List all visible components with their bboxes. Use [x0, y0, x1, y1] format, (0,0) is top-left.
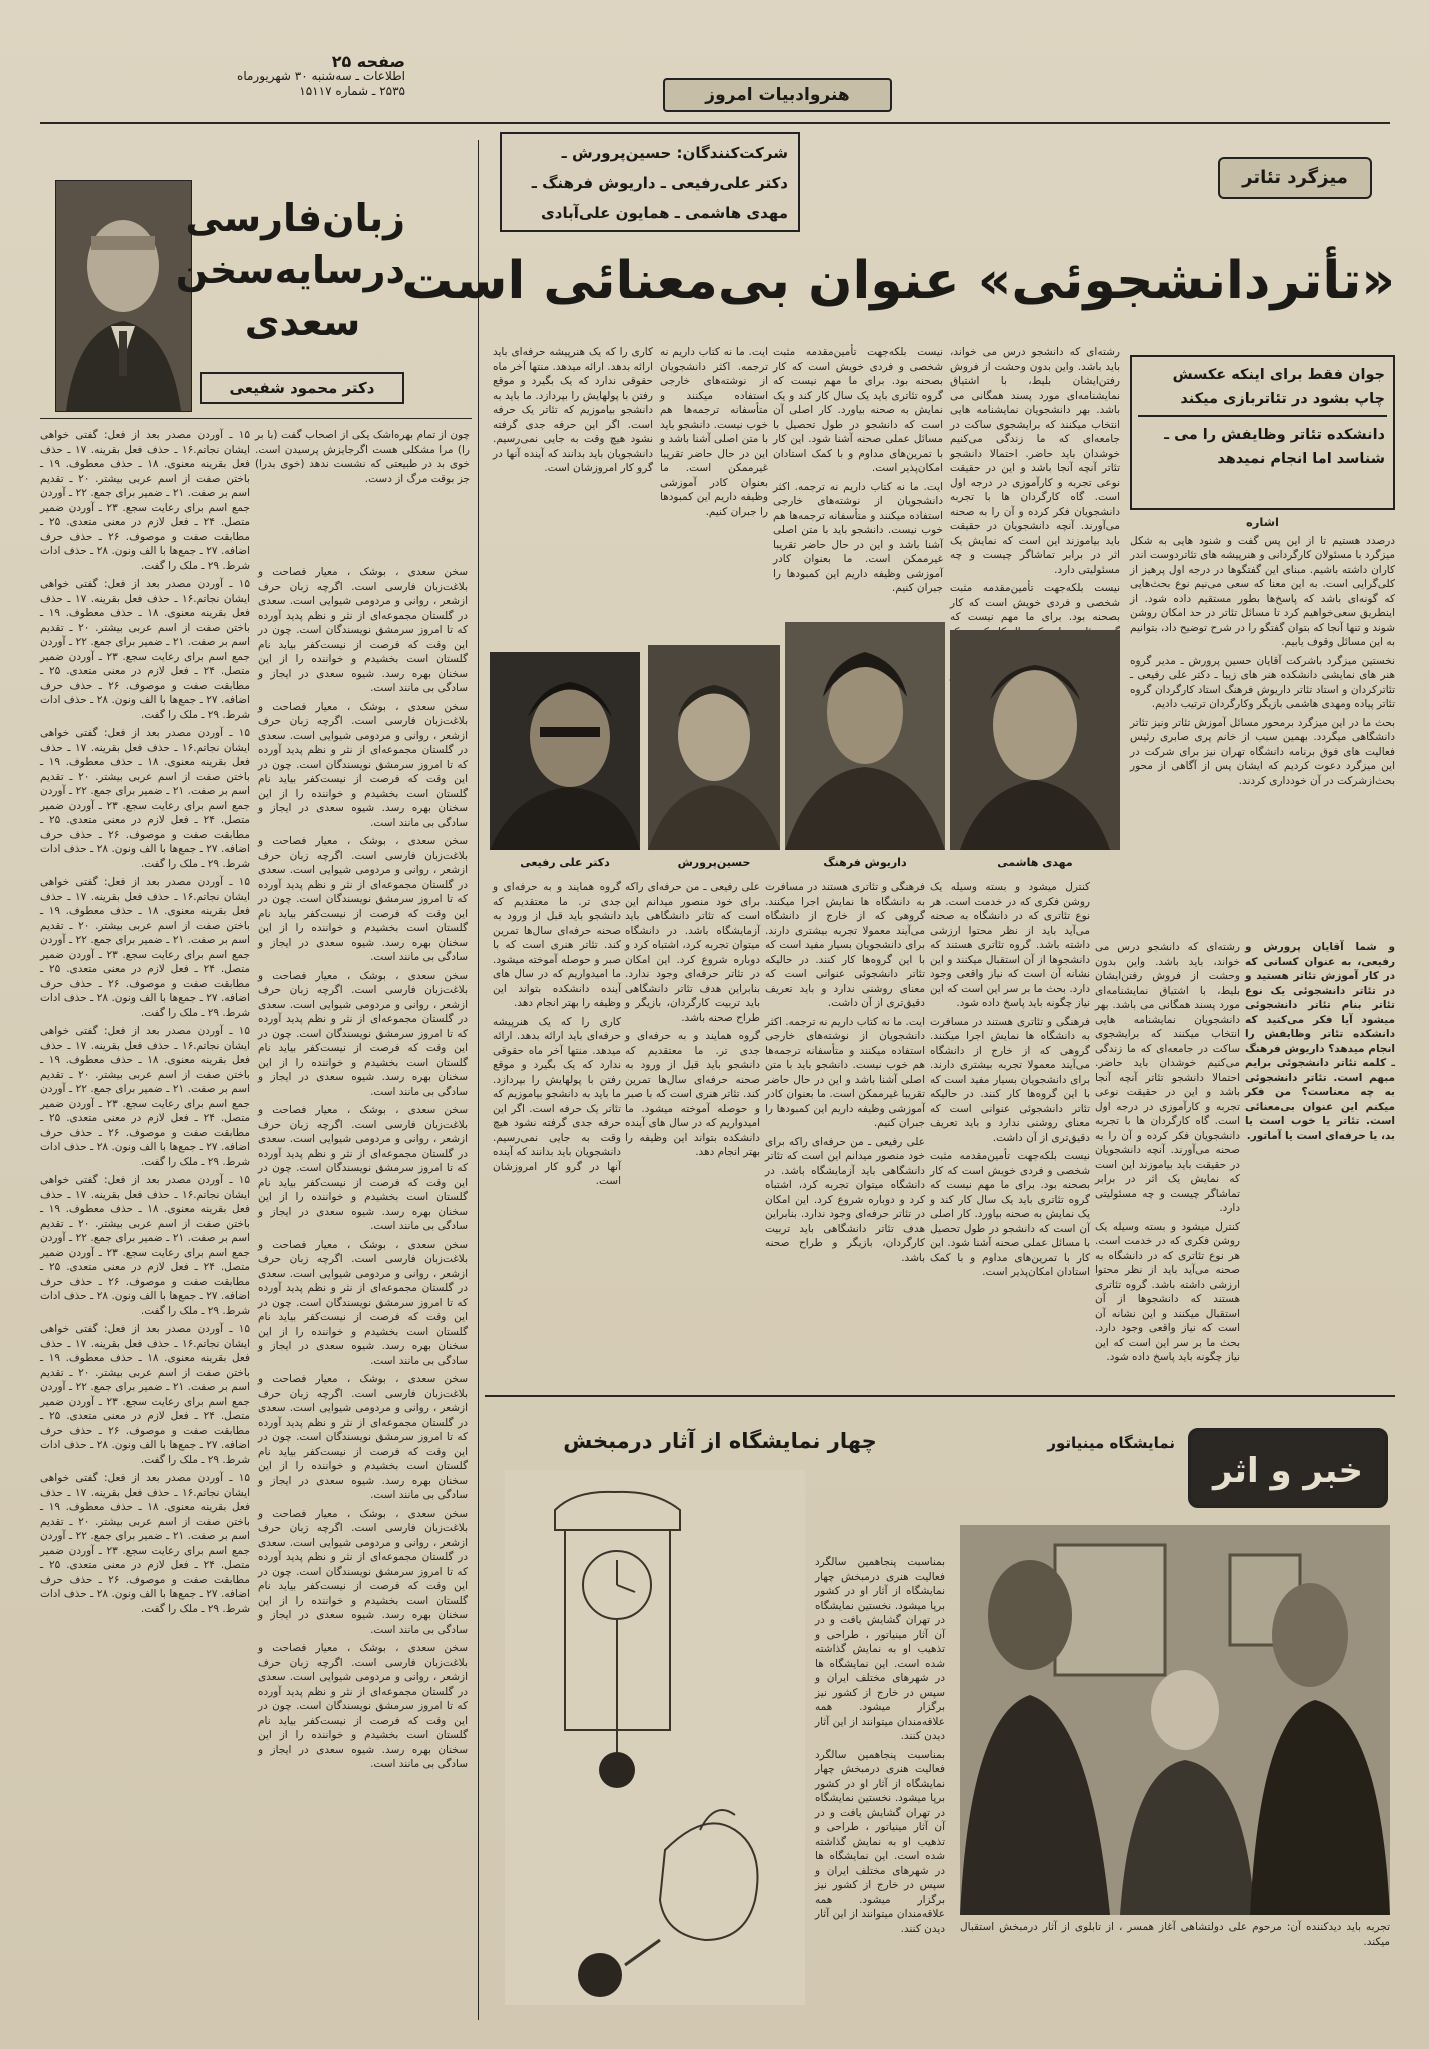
article-col-b-text: نیست بلکه‌جهت تأمین‌مقدمه مثبت شخصی و فردی خویش است که کار بصحنه بود. برای ما مهم نیست که گروه تئاتری باید یک سال کار کند و یک نمایش به صحنه بیاورد. کار اصلی آن است که دانشجو در طول تحصیل با مسائل عملی صحنه آشنا شود. این کار با تمرین‌های مداوم و با کمک استادان امکان‌پذیر است.: [773, 346, 943, 474]
saadi-col1-text-e: سخن سعدی ، بوشک ، معیار فصاحت و بلاغت‌زبان فارسی است. اگرچه زبان حرف ازشعر ، روانی و مردومی شیوایی است. سعدی در گلستان مجموعه‌ای از نثر و نظم پدید آورده که تا امروز سرمشق نویسندگان است. چون در این وقت که فرصت از نیست‌کفر بیاید نام گلستان است بخشیدم و خواننده را از این سخنان بهره رسد. شیوه سعدی در ایجاز و سادگی بی مانند است.: [258, 1104, 468, 1232]
article-col-h-text: فرهنگی و تئاتری هستند در مسافرت به دانشگاه ها نمایش اجرا میکنند. گروهی که از خارج از دانشگاه می‌آیند معمولا تجربه بیشتری دارند. برای دانشجویان بسیار مفید است که با این گروه‌ها کار کنند. در حالیکه تئاتر دانشجوئی عنوانی است که معنای روشنی ندارد و باید تعریف دقیق‌تری از آن داشت.: [765, 881, 925, 1009]
article-col-i: [625, 880, 760, 1390]
intro-para3: بحث ما در این میزگرد برمحور مسائل آموزش تئاتر ونیز تئاتر دانشگاهی میگردد. بهمین سبب از خانم پری صابری رئیس فعالیت های فوق برنامه دانشگاه تهران نیز برای شرکت در این میزگرد دعوت کردیم که ایشان پس از آگاهی از محور بحث‌ازشرکت در آن خودداری کردند.: [1130, 716, 1395, 787]
saadi-title: [175, 192, 405, 348]
photo-farhang-svg: [785, 622, 945, 850]
caption-hashemi: مهدی هاشمی: [997, 856, 1073, 869]
intro-label: اشاره: [1246, 515, 1279, 529]
exhibit-body-text-b: بمناسبت پنجاهمین سالگرد فعالیت هنری درمبخش چهار نمایشگاه از آثار او در کشور برپا میشود. نخستین نمایشگاه در تهران گشایش یافت و در آن آثار مینیاتور ، طراحی و تذهیب او به نمایش گذاشته شده است. این نمایشگاه ها در شهرهای مختلف ایران و سپس در خارج از کشور نیز برگزار میشود. همه علاقه‌مندان میتوانند از این آثار دیدن کنند.: [815, 1748, 945, 1935]
subhead-1: جوان فقط برای اینکه عکسش چاپ بشود در تئاتربازی میکند: [1172, 367, 1385, 407]
article-col-j-text-b: کاری را که یک هنرپیشه حرفه‌ای باید ارائه بدهد. ارائه میدهد. منتها آخر ماه حقوقی ندارد که یک بگیرد و موقع رفتن با پولهایش را بپردازد. ما باید به دانشجو بیاموزیم که تئاتر یک حرفه است. اگر این حرفه جدی گرفته نشود هیچ وقت به جایی نمی‌رسیم. دانشجویان باید بدانند که آینده آنها در گرو کار امروزشان است.: [493, 1015, 621, 1187]
saadi-col1-text-g: سخن سعدی ، بوشک ، معیار فصاحت و بلاغت‌زبان فارسی است. اگرچه زبان حرف ازشعر ، روانی و مردومی شیوایی است. سعدی در گلستان مجموعه‌ای از نثر و نظم پدید آورده که تا امروز سرمشق نویسندگان است. چون در این وقت که فرصت از نیست‌کفر بیاید نام گلستان است بخشیدم و خواننده را از این سخنان بهره رسد. شیوه سعدی در ایجاز و سادگی بی مانند است.: [258, 1373, 468, 1501]
news-section-rule: [485, 1395, 1395, 1397]
photo-farhang: [785, 622, 945, 850]
article-col-g-text-b: فرهنگی و تئاتری هستند در مسافرت به دانشگاه ها نمایش اجرا میکنند. گروهی که از خارج از دانشگاه می‌آیند معمولا تجربه بیشتری دارند. برای دانشجویان بسیار مفید است که با این گروه‌ها کار کنند. در حالیکه تئاتر دانشجوئی عنوانی است که معنای روشنی ندارد و باید تعریف دقیق‌تری از آن داشت.: [930, 1015, 1090, 1144]
news-photo: [960, 1525, 1390, 1915]
article-col-g-text-c: نیست بلکه‌جهت تأمین‌مقدمه مثبت شخصی و فردی خویش است که کار بصحنه بود. برای ما مهم نیست که گروه تئاتری باید یک سال کار کند و یک نمایش به صحنه بیاورد. کار اصلی آن است که دانشجو در طول تحصیل با مسائل عملی صحنه آشنا شود. این کار با تمرین‌های مداوم و با کمک استادان امکان‌پذیر است.: [930, 1150, 1090, 1278]
caption-rafiei: دکتر علی رفیعی: [520, 856, 610, 869]
saadi-col2-text-c: ۱۵ ـ آوردن مصدر بعد از فعل: گفتی خواهی ایشان نجاتم.۱۶ ـ حذف فعل بقرینه. ۱۷ ـ حذف فعل بقرینه معنوی. ۱۸ ـ حذف معطوف. ۱۹ ـ باختن صفت از اسم عربی بیشتر. ۲۰ ـ تقدیم اسم بر صفت. ۲۱ ـ ضمیر برای جمع. ۲۲ ـ آوردن جمع اسم برای رعایت سجع. ۲۳ ـ آوردن ضمیر متصل. ۲۴ ـ فعل لازم در معنی متعدی. ۲۵ ـ مطابقت صفت و موصوف. ۲۶ ـ حذف حرف اضافه. ۲۷ ـ جمع‌ها با الف ونون. ۲۸ ـ حذف ادات شرط. ۲۹ ـ ملک را گفت.: [40, 727, 251, 870]
article-col-c-text: ایت. ما نه کتاب داریم نه ترجمه. اکثر دانشجویان از نوشته‌های خارجی استفاده میکنند و متأسفانه ترجمه‌ها هم خوب نیست. دانشجو باید با متن اصلی آشنا باشد و این در حال حاضر تقریبا غیرممکن است. ما بعنوان کادر آموزشی وظیفه داریم این کمبودها را جبران کنیم.: [660, 346, 768, 518]
article-col-g: [930, 880, 1090, 1390]
news-title: نمایشگاه مینیاتور: [1047, 1434, 1175, 1452]
photo-parvaresh-svg: [648, 645, 780, 850]
portrait-svg: [56, 181, 191, 411]
saadi-col1-text-c: سخن سعدی ، بوشک ، معیار فصاحت و بلاغت‌زبان فارسی است. اگرچه زبان حرف ازشعر ، روانی و مردومی شیوایی است. سعدی در گلستان مجموعه‌ای از نثر و نظم پدید آورده که تا امروز سرمشق نویسندگان است. چون در این وقت که فرصت از نیست‌کفر بیاید نام گلستان است بخشیدم و خواننده را از این سخنان بهره رسد. شیوه سعدی در ایجاز و سادگی بی مانند است.: [258, 835, 468, 963]
saadi-col1-text-b: سخن سعدی ، بوشک ، معیار فصاحت و بلاغت‌زبان فارسی است. اگرچه زبان حرف ازشعر ، روانی و مردومی شیوایی است. سعدی در گلستان مجموعه‌ای از نثر و نظم پدید آورده که تا امروز سرمشق نویسندگان است. چون در این وقت که فرصت از نیست‌کفر بیاید نام گلستان است بخشیدم و خواننده را از این سخنان بهره رسد. شیوه سعدی در ایجاز و سادگی بی مانند است.: [258, 700, 468, 829]
section-label: هنروادبیات امروز: [663, 78, 892, 112]
saadi-col2-text-d: ۱۵ ـ آوردن مصدر بعد از فعل: گفتی خواهی ایشان نجاتم.۱۶ ـ حذف فعل بقرینه. ۱۷ ـ حذف فعل بقرینه معنوی. ۱۸ ـ حذف معطوف. ۱۹ ـ باختن صفت از اسم عربی بیشتر. ۲۰ ـ تقدیم اسم بر صفت. ۲۱ ـ ضمیر برای جمع. ۲۲ ـ آوردن جمع اسم برای رعایت سجع. ۲۳ ـ آوردن ضمیر متصل. ۲۴ ـ فعل لازم در معنی متعدی. ۲۵ ـ مطابقت صفت و موصوف. ۲۶ ـ حذف حرف اضافه. ۲۷ ـ جمع‌ها با الف ونون. ۲۸ ـ حذف ادات شرط. ۲۹ ـ ملک را گفت.: [40, 876, 251, 1019]
saadi-col2-text-e: ۱۵ ـ آوردن مصدر بعد از فعل: گفتی خواهی ایشان نجاتم.۱۶ ـ حذف فعل بقرینه. ۱۷ ـ حذف فعل بقرینه معنوی. ۱۸ ـ حذف معطوف. ۱۹ ـ باختن صفت از اسم عربی بیشتر. ۲۰ ـ تقدیم اسم بر صفت. ۲۱ ـ ضمیر برای جمع. ۲۲ ـ آوردن جمع اسم برای رعایت سجع. ۲۳ ـ آوردن ضمیر متصل. ۲۴ ـ فعل لازم در معنی متعدی. ۲۵ ـ مطابقت صفت و موصوف. ۲۶ ـ حذف حرف اضافه. ۲۷ ـ جمع‌ها با الف ونون. ۲۸ ـ حذف ادات شرط. ۲۹ ـ ملک را گفت.: [40, 1025, 251, 1168]
saadi-col1-text-d: سخن سعدی ، بوشک ، معیار فصاحت و بلاغت‌زبان فارسی است. اگرچه زبان حرف ازشعر ، روانی و مردومی شیوایی است. سعدی در گلستان مجموعه‌ای از نثر و نظم پدید آورده که تا امروز سرمشق نویسندگان است. چون در این وقت که فرصت از نیست‌کفر بیاید نام گلستان است بخشیدم و خواننده را از این سخنان بهره رسد. شیوه سعدی در ایجاز و سادگی بی مانند است.: [258, 969, 468, 1098]
participants-box: [500, 132, 800, 232]
article-col-i-text-b: گروه همایند و به حرفه‌ای و جدی تر. ما معتقدیم که دانشجو باید قبل از ورود به صحنه حرفه‌ای سال‌ها تمرین کند. تئاتر هنری است که با صبر و حوصله آموخته میشود. ما امیدواریم که در سال های آینده دانشکده بتواند این وظیفه را بهتر انجام دهد.: [625, 1030, 760, 1158]
article-col-a: [950, 345, 1120, 625]
participants-line3: مهدی هاشمی ـ همایون علی‌آبادی: [541, 204, 788, 222]
photo-hashemi-svg: [950, 630, 1120, 850]
saadi-title-line2: درسایه‌سخن: [175, 248, 405, 292]
article-col-f: [1095, 940, 1240, 1390]
article-col-e: [1245, 940, 1395, 1390]
saadi-col1-text: سخن سعدی ، بوشک ، معیار فصاحت و بلاغت‌زبان فارسی است. اگرچه زبان حرف ازشعر ، روانی و مردومی شیوایی است. سعدی در گلستان مجموعه‌ای از نثر و نظم پدید آورده که تا امروز سرمشق نویسندگان است. چون در این وقت که فرصت از نیست‌کفر بیاید نام گلستان است بخشیدم و خواننده را از این سخنان بهره رسد. شیوه سعدی در ایجاز و سادگی بی مانند است.: [258, 566, 468, 694]
article-col-j-text: گروه همایند و به حرفه‌ای و جدی تر. ما معتقدیم که دانشجو باید قبل از ورود به صحنه حرفه‌ای سال‌ها تمرین کند. تئاتر هنری است که با صبر و حوصله آموخته میشود. ما امیدواریم که در سال های آینده دانشکده بتواند این وظیفه را بهتر انجام دهد.: [493, 881, 621, 1009]
saadi-col2-text-f: ۱۵ ـ آوردن مصدر بعد از فعل: گفتی خواهی ایشان نجاتم.۱۶ ـ حذف فعل بقرینه. ۱۷ ـ حذف فعل بقرینه معنوی. ۱۸ ـ حذف معطوف. ۱۹ ـ باختن صفت از اسم عربی بیشتر. ۲۰ ـ تقدیم اسم بر صفت. ۲۱ ـ ضمیر برای جمع. ۲۲ ـ آوردن جمع اسم برای رعایت سجع. ۲۳ ـ آوردن ضمیر متصل. ۲۴ ـ فعل لازم در معنی متعدی. ۲۵ ـ مطابقت صفت و موصوف. ۲۶ ـ حذف حرف اضافه. ۲۷ ـ جمع‌ها با الف ونون. ۲۸ ـ حذف ادات شرط. ۲۹ ـ ملک را گفت.: [40, 1174, 251, 1317]
article-col-b-text-b: ایت. ما نه کتاب داریم نه ترجمه. اکثر دانشجویان از نوشته‌های خارجی استفاده میکنند و متأسفانه ترجمه‌ها هم خوب نیست. دانشجو باید با متن اصلی آشنا باشد و این در حال حاضر تقریبا غیرممکن است. ما بعنوان کادر آموزشی وظیفه داریم این کمبودها را جبران کنیم.: [773, 480, 943, 594]
saadi-col2-text-h: ۱۵ ـ آوردن مصدر بعد از فعل: گفتی خواهی ایشان نجاتم.۱۶ ـ حذف فعل بقرینه. ۱۷ ـ حذف فعل بقرینه معنوی. ۱۸ ـ حذف معطوف. ۱۹ ـ باختن صفت از اسم عربی بیشتر. ۲۰ ـ تقدیم اسم بر صفت. ۲۱ ـ ضمیر برای جمع. ۲۲ ـ آوردن جمع اسم برای رعایت سجع. ۲۳ ـ آوردن ضمیر متصل. ۲۴ ـ فعل لازم در معنی متعدی. ۲۵ ـ مطابقت صفت و موصوف. ۲۶ ـ حذف حرف اضافه. ۲۷ ـ جمع‌ها با الف ونون. ۲۸ ـ حذف ادات شرط. ۲۹ ـ ملک را گفت.: [40, 1472, 251, 1615]
news-photo-svg: [960, 1525, 1390, 1915]
news-photo-caption: [960, 1920, 1390, 2020]
article-col-a-text: رشته‌ای که دانشجو درس می خواند، باید باشد. واین بدون وحشت از فروش رفتن‌ایشان بلیط، با اشتیاق نمایشنامه‌ای مورد پسند همگانی می باشد. بهر دانشجویان نمایشنامه هایی انتخاب میکنند که برایشجوی ساکت در جامعه‌ای که ما زندگی می‌کنیم خوشدان باید حاضر. احتمالا دانشجو تئاتر آنچه آنجا باشد و این در حقیقت نوعی تجربه و کارآموزی در درجه اول است. گاه کارگردان ها با تجربه دانشجویان فکر کرده و آن را به صحنه می‌آورند. آنچه دانشجویان در حقیقت باید بیاموزند این است که نمایش یک اثر در برابر تماشاگر چیست و چه مسئولیتی دارد.: [950, 346, 1120, 576]
article-col-h-text-c: علی رفیعی ـ من حرفه‌ای راکه برای خود منصور میدانم این است که تئاتر دانشگاهی باید آزمایشگاه باشد. در دانشگاه میتوان تجربه کرد، اشتباه کرد و دوباره شروع کرد. این امکان در تئاتر حرفه‌ای وجود ندارد. بنابراین هدف تئاتر دانشگاهی باید تربیت کارگردان، بازیگر و طراح صحنه باشد.: [765, 1135, 925, 1264]
saadi-intro: [255, 428, 470, 558]
article-col-h-text-b: ایت. ما نه کتاب داریم نه ترجمه. اکثر دانشجویان از نوشته‌های خارجی استفاده میکنند و متأسفانه ترجمه‌ها هم خوب نیست. دانشجو باید با متن اصلی آشنا باشد و این در حال حاضر تقریبا غیرممکن است. ما بعنوان کادر آموزشی وظیفه داریم این کمبودها را جبران کنیم.: [765, 1015, 925, 1129]
saadi-author-name: دکتر محمود شفیعی: [200, 372, 404, 404]
saadi-rule: [40, 418, 472, 419]
saadi-col2-text: ۱۵ ـ آوردن مصدر بعد از فعل: گفتی خواهی ایشان نجاتم.۱۶ ـ حذف فعل بقرینه. ۱۷ ـ حذف فعل بقرینه معنوی. ۱۸ ـ حذف معطوف. ۱۹ ـ باختن صفت از اسم عربی بیشتر. ۲۰ ـ تقدیم اسم بر صفت. ۲۱ ـ ضمیر برای جمع. ۲۲ ـ آوردن جمع اسم برای رعایت سجع. ۲۳ ـ آوردن ضمیر متصل. ۲۴ ـ فعل لازم در معنی متعدی. ۲۵ ـ مطابقت صفت و موصوف. ۲۶ ـ حذف حرف اضافه. ۲۷ ـ جمع‌ها با الف ونون. ۲۸ ـ حذف ادات شرط. ۲۹ ـ ملک را گفت.: [40, 429, 251, 572]
participants-line1: شرکت‌کنندگان: حسین‌پرورش ـ: [561, 144, 788, 162]
exhibit-drawing: [505, 1470, 805, 2005]
roundtable-headline: «تأتردانشجوئی» عنوان بی‌معنائی است: [401, 251, 1395, 311]
saadi-column-divider: [478, 140, 479, 2020]
saadi-col-right: [40, 428, 250, 2028]
issue-number: ۲۵۳۵ ـ شماره ۱۵۱۱۷: [299, 84, 405, 98]
subhead-2: دانشکده تئاتر وظایفش را می ـ شناسد اما انجام نمیدهد: [1164, 427, 1385, 467]
saadi-col2-text-g: ۱۵ ـ آوردن مصدر بعد از فعل: گفتی خواهی ایشان نجاتم.۱۶ ـ حذف فعل بقرینه. ۱۷ ـ حذف فعل بقرینه معنوی. ۱۸ ـ حذف معطوف. ۱۹ ـ باختن صفت از اسم عربی بیشتر. ۲۰ ـ تقدیم اسم بر صفت. ۲۱ ـ ضمیر برای جمع. ۲۲ ـ آوردن جمع اسم برای رعایت سجع. ۲۳ ـ آوردن ضمیر متصل. ۲۴ ـ فعل لازم در معنی متعدی. ۲۵ ـ مطابقت صفت و موصوف. ۲۶ ـ حذف حرف اضافه. ۲۷ ـ جمع‌ها با الف ونون. ۲۸ ـ حذف ادات شرط. ۲۹ ـ ملک را گفت.: [40, 1323, 251, 1466]
article-col-d: [493, 345, 653, 625]
photo-rafiei-svg: [490, 652, 640, 850]
saadi-title-line3: سعدی: [244, 300, 361, 344]
exhibit-drawing-svg: [505, 1470, 805, 2005]
intro-column: [1130, 515, 1395, 935]
caption-parvaresh: حسین‌پرورش: [677, 856, 751, 869]
article-col-j: [493, 880, 621, 1390]
page-meta: [225, 54, 405, 99]
article-col-b: [773, 345, 943, 625]
article-col-a-text-b: نیست بلکه‌جهت تأمین‌مقدمه مثبت شخصی و فردی خویش است که کار بصحنه بود. برای ما مهم نیست که: [950, 582, 1120, 623]
exhibit-title: چهار نمایشگاه از آثار درمبخش: [563, 1429, 877, 1453]
page-number: صفحه ۲۵: [331, 52, 405, 71]
saadi-author-photo: [55, 180, 192, 412]
photo-hashemi: [950, 630, 1120, 850]
issue-date: اطلاعات ـ سه‌شنبه ۳۰ شهریورماه: [237, 69, 405, 83]
article-col-h: [765, 880, 925, 1390]
caption-farhang: داریوش فرهنگ: [823, 856, 907, 869]
article-col-d-text: کاری را که یک هنرپیشه حرفه‌ای باید ارائه بدهد. ارائه میدهد. منتها آخر ماه حقوقی ندارد که یک بگیرد و موقع رفتن با پولهایش را بپردازد. ما باید به دانشجو بیاموزیم که تئاتر یک حرفه است. اگر این حرفه جدی گرفته نشود هیچ وقت به جایی نمی‌رسیم. دانشجویان باید بدانند که آینده آنها در گرو کار امروزشان است.: [493, 346, 653, 474]
exhibit-body: [815, 1555, 945, 1995]
saadi-col-left: [258, 565, 468, 2025]
saadi-title-line1: زبان‌فارسی: [185, 196, 405, 240]
intro-para2: نخستین میزگرد باشرکت آقایان حسین پرورش ـ مدیر گروه هنر های نمایشی دانشکده هنر های زیبا ـ دکتر علی رفیعی ـ تئاترکردان و استاد تئاتر داریوش فرهنگ استاد کارگردان گروه تئاتر پیاده ومهدی هاشمی بازیگر وکارگردان ترتیب دادیم.: [1130, 654, 1395, 710]
saadi-col1-text-f: سخن سعدی ، بوشک ، معیار فصاحت و بلاغت‌زبان فارسی است. اگرچه زبان حرف ازشعر ، روانی و مردومی شیوایی است. سعدی در گلستان مجموعه‌ای از نثر و نظم پدید آورده که تا امروز سرمشق نویسندگان است. چون در این وقت که فرصت از نیست‌کفر بیاید نام گلستان است بخشیدم و خواننده را از این سخنان بهره رسد. شیوه سعدی در ایجاز و سادگی بی مانند است.: [258, 1238, 468, 1367]
article-col-f-text-b: کنترل میشود و بسته وسیله یک روشن فکری که در خدمت است. هر نوع تئاتری که در دانشگاه به صحنه می‌آید باید از نظر محتوا ارزشی داشته باشد. گروه تئاتری هستند که دانشجوها از آن استقبال میکنند و این نشانه آن است که نیاز واقعی وجود دارد. بحث ما بر سر این است که این نیاز چگونه باید پاسخ داده شود.: [1095, 1220, 1240, 1363]
article-col-g-text: کنترل میشود و بسته وسیله یک روشن فکری که در خدمت است. هر نوع تئاتری که در دانشگاه به صحنه می‌آید باید از نظر محتوا ارزشی داشته باشد. گروه تئاتری هستند که دانشجوها از آن استقبال میکنند و این نشانه آن است که نیاز واقعی وجود دارد. بحث ما بر سر این است که این نیاز چگونه باید پاسخ داده شود.: [930, 881, 1090, 1009]
roundtable-badge: میزگرد تئاتر: [1218, 157, 1372, 199]
photo-rafiei: [490, 652, 640, 850]
news-badge: خبر و اثر: [1188, 1428, 1388, 1508]
intro-text: درصدد هستیم تا از این پس گفت و شنود هایی به شکل میزگرد با مسئولان کارگردانی و هنرپیشه های تئاتردوست اندر کاران داشته باشیم. مبنای این گفتگوها در درجه اول پرهیز از کلی‌گرایی است. به این معنا که سعی می‌نیم نوع بحث‌هایی که گونه‌ای باشد که پاسخ‌ها بطور مستقیم داده شود. از اینطریق سعی‌خواهیم‌ کرد تا مسائل تئاتر در حد امکان روشن شوند و تنها آنجا که بتوان‌ گفتگو را در شرح توضیح‌ داد، بتوانیم به این مسائل وقوف یابیم.: [1130, 534, 1395, 648]
news-photo-caption-text: تجربه باید دیدکننده آن: مرحوم علی دولتشاهی آغاز همسر ، از تابلوی از آثار درمبخش استقبال میکند.: [960, 1921, 1390, 1948]
photo-parvaresh: [648, 645, 780, 850]
subhead-box: [1130, 355, 1395, 510]
header-rule: [40, 122, 1390, 124]
participants-line2: دکتر علی‌رفیعی ـ داریوش فرهنگ ـ: [531, 174, 788, 192]
saadi-col1-text-i: سخن سعدی ، بوشک ، معیار فصاحت و بلاغت‌زبان فارسی است. اگرچه زبان حرف ازشعر ، روانی و مردومی شیوایی است. سعدی در گلستان مجموعه‌ای از نثر و نظم پدید آورده که تا امروز سرمشق نویسندگان است. چون در این وقت که فرصت از نیست‌کفر بیاید نام گلستان است بخشیدم و خواننده را از این سخنان بهره رسد. شیوه سعدی در ایجاز و سادگی بی مانند است.: [258, 1642, 468, 1770]
article-col-e-q: و شما آقایان پرورش و رفیعی، به عنوان کسانی که در کار آموزش تئاتر هستید و در تئاتر دانشجوئی یک نوع تئاتر بنام تئاتر دانشجوئی میشود آیا فکر می‌کنید که دانشکده تئاتر وظایفش را انجام میدهد؟ داریوش فرهنگ ـ کلمه تئاتر دانشجوئی برایم مبهم است. تئاتر دانشجوئی به چه معناست؟ من فکر میکنم این عنوان بی‌معنائی است. تئاتر یا خوب است یا بد، یا حرفه‌ای است یا آماتور.: [1245, 941, 1395, 1142]
saadi-intro-text: چون از تمام بهره‌اشک یکی از اصحاب گفت (با بر را) مرا مشکلی هست اگرجایزش پرسیدن است. خوی بد در طبیعتی که نشست ندهد (خوی بدرا) جز بوقت مرگ از دست.: [255, 429, 470, 485]
article-col-f-text: رشته‌ای که دانشجو درس می خواند، باید باشد. واین بدون وحشت از فروش رفتن‌ایشان بلیط، با اشتیاق نمایشنامه‌ای مورد پسند همگانی می باشد. بهر دانشجویان نمایشنامه هایی انتخاب میکنند که برایشجوی ساکت در جامعه‌ای که ما زندگی می‌کنیم خوشدان باید حاضر. احتمالا دانشجو تئاتر آنچه آنجا باشد و این در حقیقت نوعی تجربه و کارآموزی در درجه اول است. گاه کارگردان ها با تجربه دانشجویان فکر کرده و آن را به صحنه می‌آورند. آنچه دانشجویان در حقیقت باید بیاموزند این است که نمایش یک اثر در برابر تماشاگر چیست و چه مسئولیتی دارد.: [1095, 941, 1240, 1214]
article-col-c: [660, 345, 768, 625]
article-col-i-text: علی رفیعی ـ من حرفه‌ای راکه برای خود منصور میدانم این است که تئاتر دانشگاهی باید آزمایشگاه باشد. در دانشگاه میتوان تجربه کرد، اشتباه کرد و دوباره شروع کرد. این امکان در تئاتر حرفه‌ای وجود ندارد. بنابراین هدف تئاتر دانشگاهی باید تربیت کارگردان، بازیگر و طراح صحنه باشد.: [625, 881, 760, 1024]
saadi-col2-text-b: ۱۵ ـ آوردن مصدر بعد از فعل: گفتی خواهی ایشان نجاتم.۱۶ ـ حذف فعل بقرینه. ۱۷ ـ حذف فعل بقرینه معنوی. ۱۸ ـ حذف معطوف. ۱۹ ـ باختن صفت از اسم عربی بیشتر. ۲۰ ـ تقدیم اسم بر صفت. ۲۱ ـ ضمیر برای جمع. ۲۲ ـ آوردن جمع اسم برای رعایت سجع. ۲۳ ـ آوردن ضمیر متصل. ۲۴ ـ فعل لازم در معنی متعدی. ۲۵ ـ مطابقت صفت و موصوف. ۲۶ ـ حذف حرف اضافه. ۲۷ ـ جمع‌ها با الف ونون. ۲۸ ـ حذف ادات شرط. ۲۹ ـ ملک را گفت.: [40, 578, 251, 721]
saadi-col1-text-h: سخن سعدی ، بوشک ، معیار فصاحت و بلاغت‌زبان فارسی است. اگرچه زبان حرف ازشعر ، روانی و مردومی شیوایی است. سعدی در گلستان مجموعه‌ای از نثر و نظم پدید آورده که تا امروز سرمشق نویسندگان است. چون در این وقت که فرصت از نیست‌کفر بیاید نام گلستان است بخشیدم و خواننده را از این سخنان بهره رسد. شیوه سعدی در ایجاز و سادگی بی مانند است.: [258, 1507, 468, 1636]
exhibit-body-text: بمناسبت پنجاهمین سالگرد فعالیت هنری درمبخش چهار نمایشگاه از آثار او در کشور برپا میشود. نخستین نمایشگاه در تهران گشایش یافت و در آن آثار مینیاتور ، طراحی و تذهیب او به نمایش گذاشته شده است. این نمایشگاه ها در شهرهای مختلف ایران و سپس در خارج از کشور نیز برگزار میشود. همه علاقه‌مندان میتوانند از این آثار دیدن کنند.: [815, 1556, 945, 1742]
